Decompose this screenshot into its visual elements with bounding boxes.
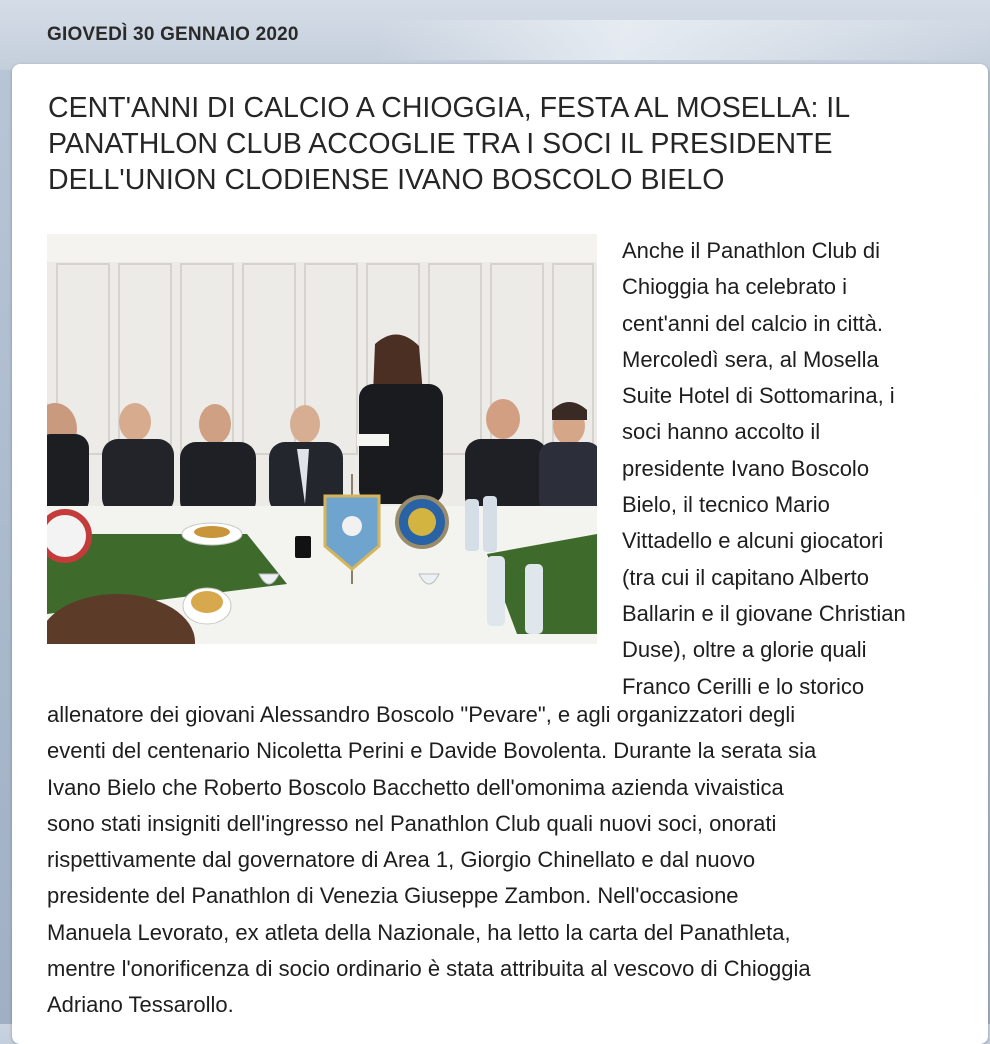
text-line: Franco Cerilli e lo storico xyxy=(622,673,865,699)
post-body-side-text xyxy=(622,233,972,705)
text-line: mentre l'onorificenza di socio ordinario è stata attribuita al vescovo di Chioggia xyxy=(47,956,811,982)
text-line: eventi del centenario Nicoletta Perini e Davide Bovolenta. Durante la serata sia xyxy=(47,738,817,764)
text-line: soci hanno accolto il xyxy=(622,419,821,445)
text-line: (tra cui il capitano Alberto xyxy=(622,564,870,590)
text-line: Chioggia ha celebrato i xyxy=(622,274,848,300)
blog-post-card xyxy=(12,64,988,1044)
text-line: sono stati insigniti dell'ingresso nel Panathlon Club quali nuovi soci, onorati xyxy=(47,810,777,836)
post-title[interactable] xyxy=(48,90,948,198)
text-line: Anche il Panathlon Club di xyxy=(622,238,881,263)
text-line: Mercoledì sera, al Mosella xyxy=(622,346,879,372)
text-line: Ballarin e il giovane Christian xyxy=(622,600,906,626)
text-line: allenatore dei giovani Alessandro Boscolo "Pevare", e agli organizzatori degli xyxy=(47,702,796,727)
post-photo[interactable] xyxy=(47,234,597,644)
banquet-photo xyxy=(47,234,597,644)
text-line: Vittadello e alcuni giocatori xyxy=(622,528,884,554)
post-body-text xyxy=(47,697,967,1024)
text-line: rispettivamente dal governatore di Area 1, Giorgio Chinellato e dal nuovo xyxy=(47,847,756,873)
post-date: GIOVEDÌ 30 GENNAIO 2020 xyxy=(47,24,299,45)
text-line: Suite Hotel di Sottomarina, i xyxy=(622,383,895,409)
post-title-line: CENT'ANNI DI CALCIO A CHIOGGIA, FESTA AL MOSELLA: IL xyxy=(48,92,851,124)
text-line: Bielo, il tecnico Mario xyxy=(622,492,830,518)
text-line: Ivano Bielo che Roberto Boscolo Bacchetto dell'omonima azienda vivaistica xyxy=(47,774,784,800)
text-line: presidente del Panathlon di Venezia Giuseppe Zambon. Nell'occasione xyxy=(47,883,739,909)
text-line: cent'anni del calcio in città. xyxy=(622,310,884,336)
post-title-line: PANATHLON CLUB ACCOGLIE TRA I SOCI IL PRESIDENTE xyxy=(48,128,833,160)
text-line: Duse), oltre a glorie quali xyxy=(622,637,867,663)
text-line: presidente Ivano Boscolo xyxy=(622,455,870,481)
text-line: Adriano Tessarollo. xyxy=(47,992,234,1018)
text-line: Manuela Levorato, ex atleta della Nazionale, ha letto la carta del Panathleta, xyxy=(47,919,791,945)
post-title-line: DELL'UNION CLODIENSE IVANO BOSCOLO BIELO xyxy=(48,164,725,196)
